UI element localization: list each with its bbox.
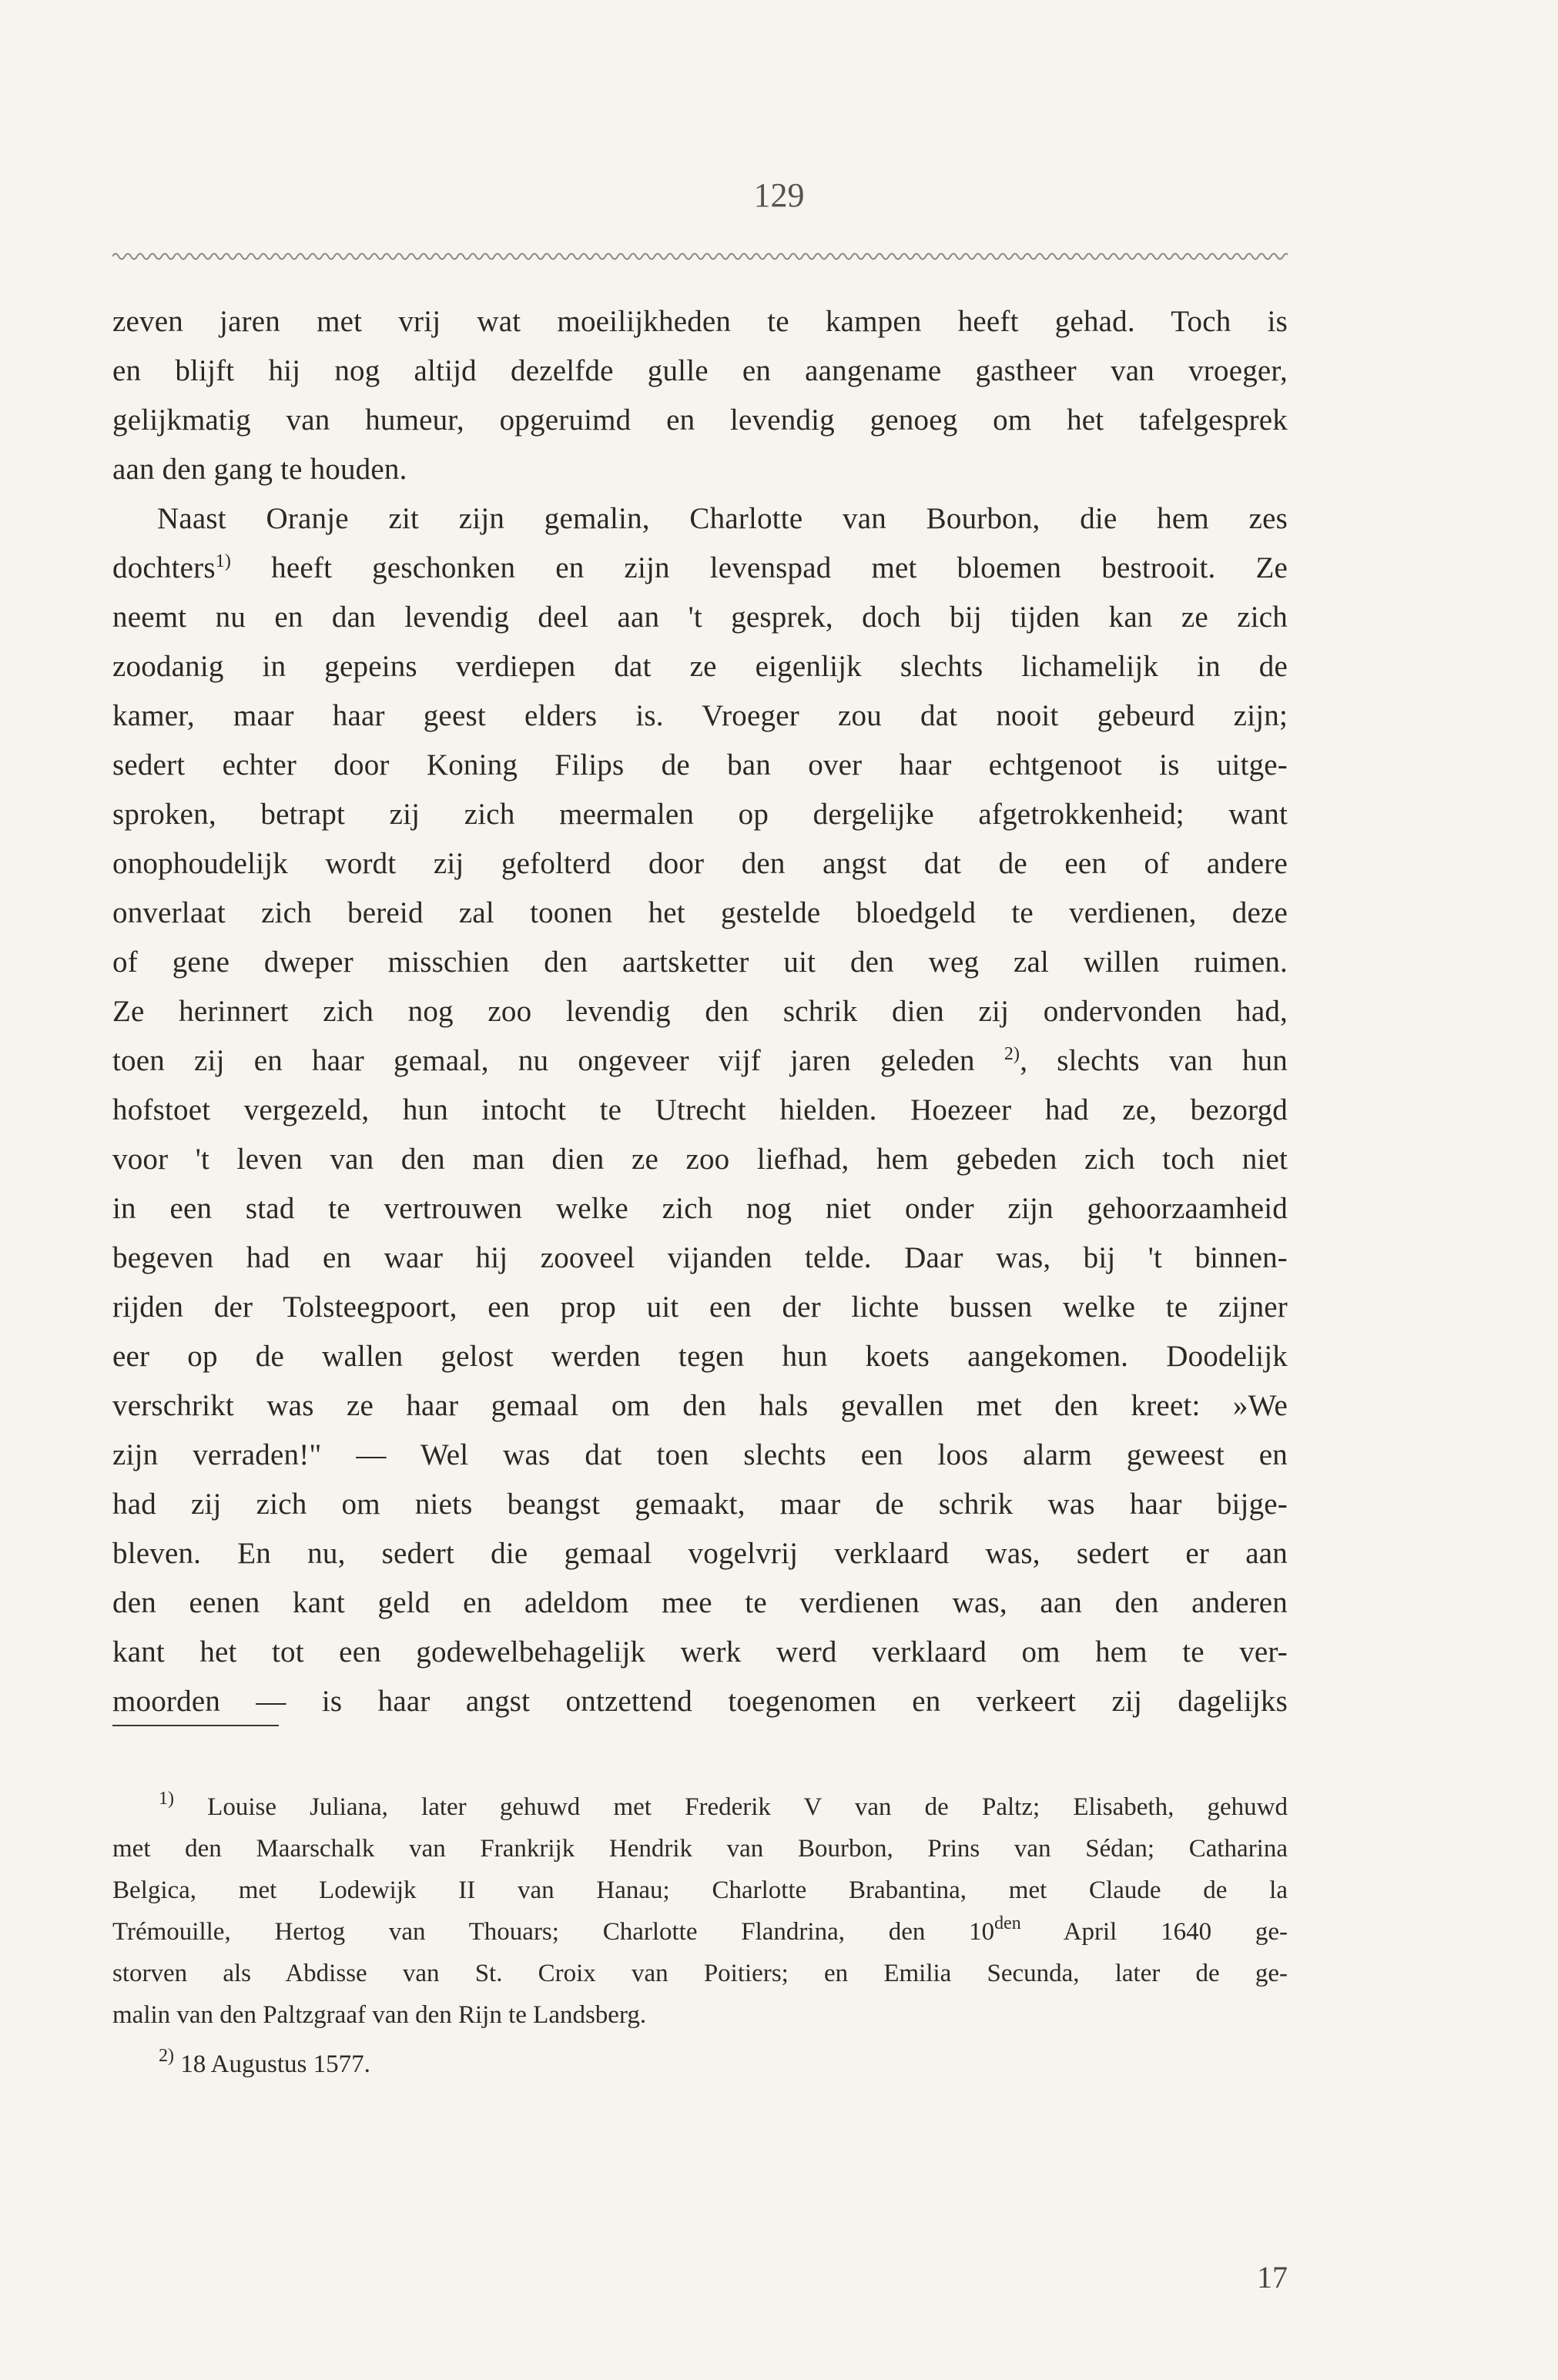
footnote-rule (112, 1725, 279, 1726)
sheet-signature: 17 (1257, 2260, 1288, 2295)
footnote-ref-2: 2) (1003, 1044, 1020, 1064)
text-line: rijden der Tolsteegpoort, een prop uit een der lichte bussen welke te zijner (112, 1290, 1288, 1324)
text-fragment: Louise Juliana, later gehuwd met Frederik V van de Paltz; Elisabeth, gehuwd (207, 1793, 1288, 1821)
text-line: bleven. En nu, sedert die gemaal vogelvrij verklaard was, sedert er aan (112, 1537, 1288, 1570)
body-text (112, 297, 1288, 1726)
text-line: neemt nu en dan levendig deel aan 't gesprek, doch bij tijden kan ze zich (112, 601, 1288, 634)
wavy-rule-divider (112, 248, 1288, 265)
text-line: verschrikt was ze haar gemaal om den hals gevallen met den kreet: »We (112, 1389, 1288, 1422)
page-number: 129 (753, 176, 805, 214)
text-line: aan den gang te houden. (112, 453, 407, 486)
text-line: sedert echter door Koning Filips de ban over haar echtgenoot is uitge- (112, 748, 1288, 782)
text-line: voor 't leven van den man dien ze zoo liefhad, hem gebeden zich toch niet (112, 1143, 1288, 1176)
text-fragment: Trémouille, Hertog van Thouars; Charlotte Flandrina, den 10 (112, 1918, 995, 1946)
text-line: en blijft hij nog altijd dezelfde gulle en aangename gastheer van vroeger, (112, 354, 1288, 387)
footnote-line: storven als Abdisse van St. Croix van Poitiers; en Emilia Secunda, later de ge- (112, 1960, 1288, 1987)
text-line: moorden — is haar angst ontzettend toegenomen en verkeert zij dagelijks (112, 1685, 1288, 1718)
footnote-ref-1: 1) (215, 551, 232, 571)
text-line: in een stad te vertrouwen welke zich nog niet onder zijn gehoorzaamheid (112, 1192, 1288, 1225)
footnote-mark-2: 2) (159, 2046, 174, 2066)
footnote-line (112, 1786, 1288, 1828)
text-line: gelijkmatig van humeur, opgeruimd en levendig genoeg om het tafelgesprek (112, 403, 1288, 437)
text-line (112, 544, 1288, 593)
text-line (112, 1036, 1288, 1086)
text-line: hofstoet vergezeld, hun intocht te Utrecht hielden. Hoezeer had ze, bezorgd (112, 1093, 1288, 1126)
text-line: zoodanig in gepeins verdiepen dat ze eigenlijk slechts lichamelijk in de (112, 650, 1288, 683)
footnote-line (112, 1911, 1288, 1953)
footnote-line: met den Maarschalk van Frankrijk Hendrik van Bourbon, Prins van Sédan; Catharina (112, 1835, 1288, 1863)
text-line: den eenen kant geld en adeldom mee te verdienen was, aan den anderen (112, 1586, 1288, 1619)
text-line: of gene dweper misschien den aartsketter uit den weg zal willen ruimen. (112, 946, 1288, 979)
text-fragment: 18 Augustus 1577. (180, 2050, 370, 2078)
footnote-line (112, 2044, 1288, 2085)
text-fragment: dochters (112, 551, 216, 584)
text-line: kamer, maar haar geest elders is. Vroeger zou dat nooit gebeurd zijn; (112, 699, 1288, 732)
text-line: onverlaat zich bereid zal toonen het gestelde bloedgeld te verdienen, deze (112, 896, 1288, 929)
footnotes (112, 1786, 1288, 2085)
text-line: sproken, betrapt zij zich meermalen op dergelijke afgetrokkenheid; want (112, 798, 1288, 831)
footnote-mark-1: 1) (159, 1789, 174, 1809)
text-line: Ze herinnert zich nog zoo levendig den schrik dien zij ondervonden had, (112, 995, 1288, 1028)
footnote-line: Belgica, met Lodewijk II van Hanau; Charlotte Brabantina, met Claude de la (112, 1876, 1288, 1904)
text-line: zijn verraden!" — Wel was dat toen slechts een loos alarm geweest en (112, 1438, 1288, 1471)
text-fragment: April 1640 ge- (1020, 1918, 1288, 1946)
text-line: zeven jaren met vrij wat moeilijkheden te kampen heeft gehad. Toch is (112, 305, 1288, 338)
text-line: had zij zich om niets beangst gemaakt, maar de schrik was haar bijge- (112, 1488, 1288, 1521)
text-fragment: toen zij en haar gemaal, nu ongeveer vijf jaren geleden (112, 1044, 975, 1077)
text-fragment: heeft geschonken en zijn levenspad met bloemen bestrooit. Ze (271, 551, 1288, 584)
text-line: eer op de wallen gelost werden tegen hun koets aangekomen. Doodelijk (112, 1340, 1288, 1373)
footnote-line: malin van den Paltzgraaf van den Rijn te Landsberg. (112, 2001, 647, 2029)
text-line: Naast Oranje zit zijn gemalin, Charlotte van Bourbon, die hem zes (157, 502, 1288, 535)
text-fragment: , slechts van hun (1020, 1044, 1288, 1077)
superscript-den: den (994, 1913, 1021, 1933)
text-line: begeven had en waar hij zooveel vijanden telde. Daar was, bij 't binnen- (112, 1241, 1288, 1274)
text-line: onophoudelijk wordt zij gefolterd door den angst dat de een of andere (112, 847, 1288, 880)
text-line: kant het tot een godewelbehagelijk werk werd verklaard om hem te ver- (112, 1635, 1288, 1669)
